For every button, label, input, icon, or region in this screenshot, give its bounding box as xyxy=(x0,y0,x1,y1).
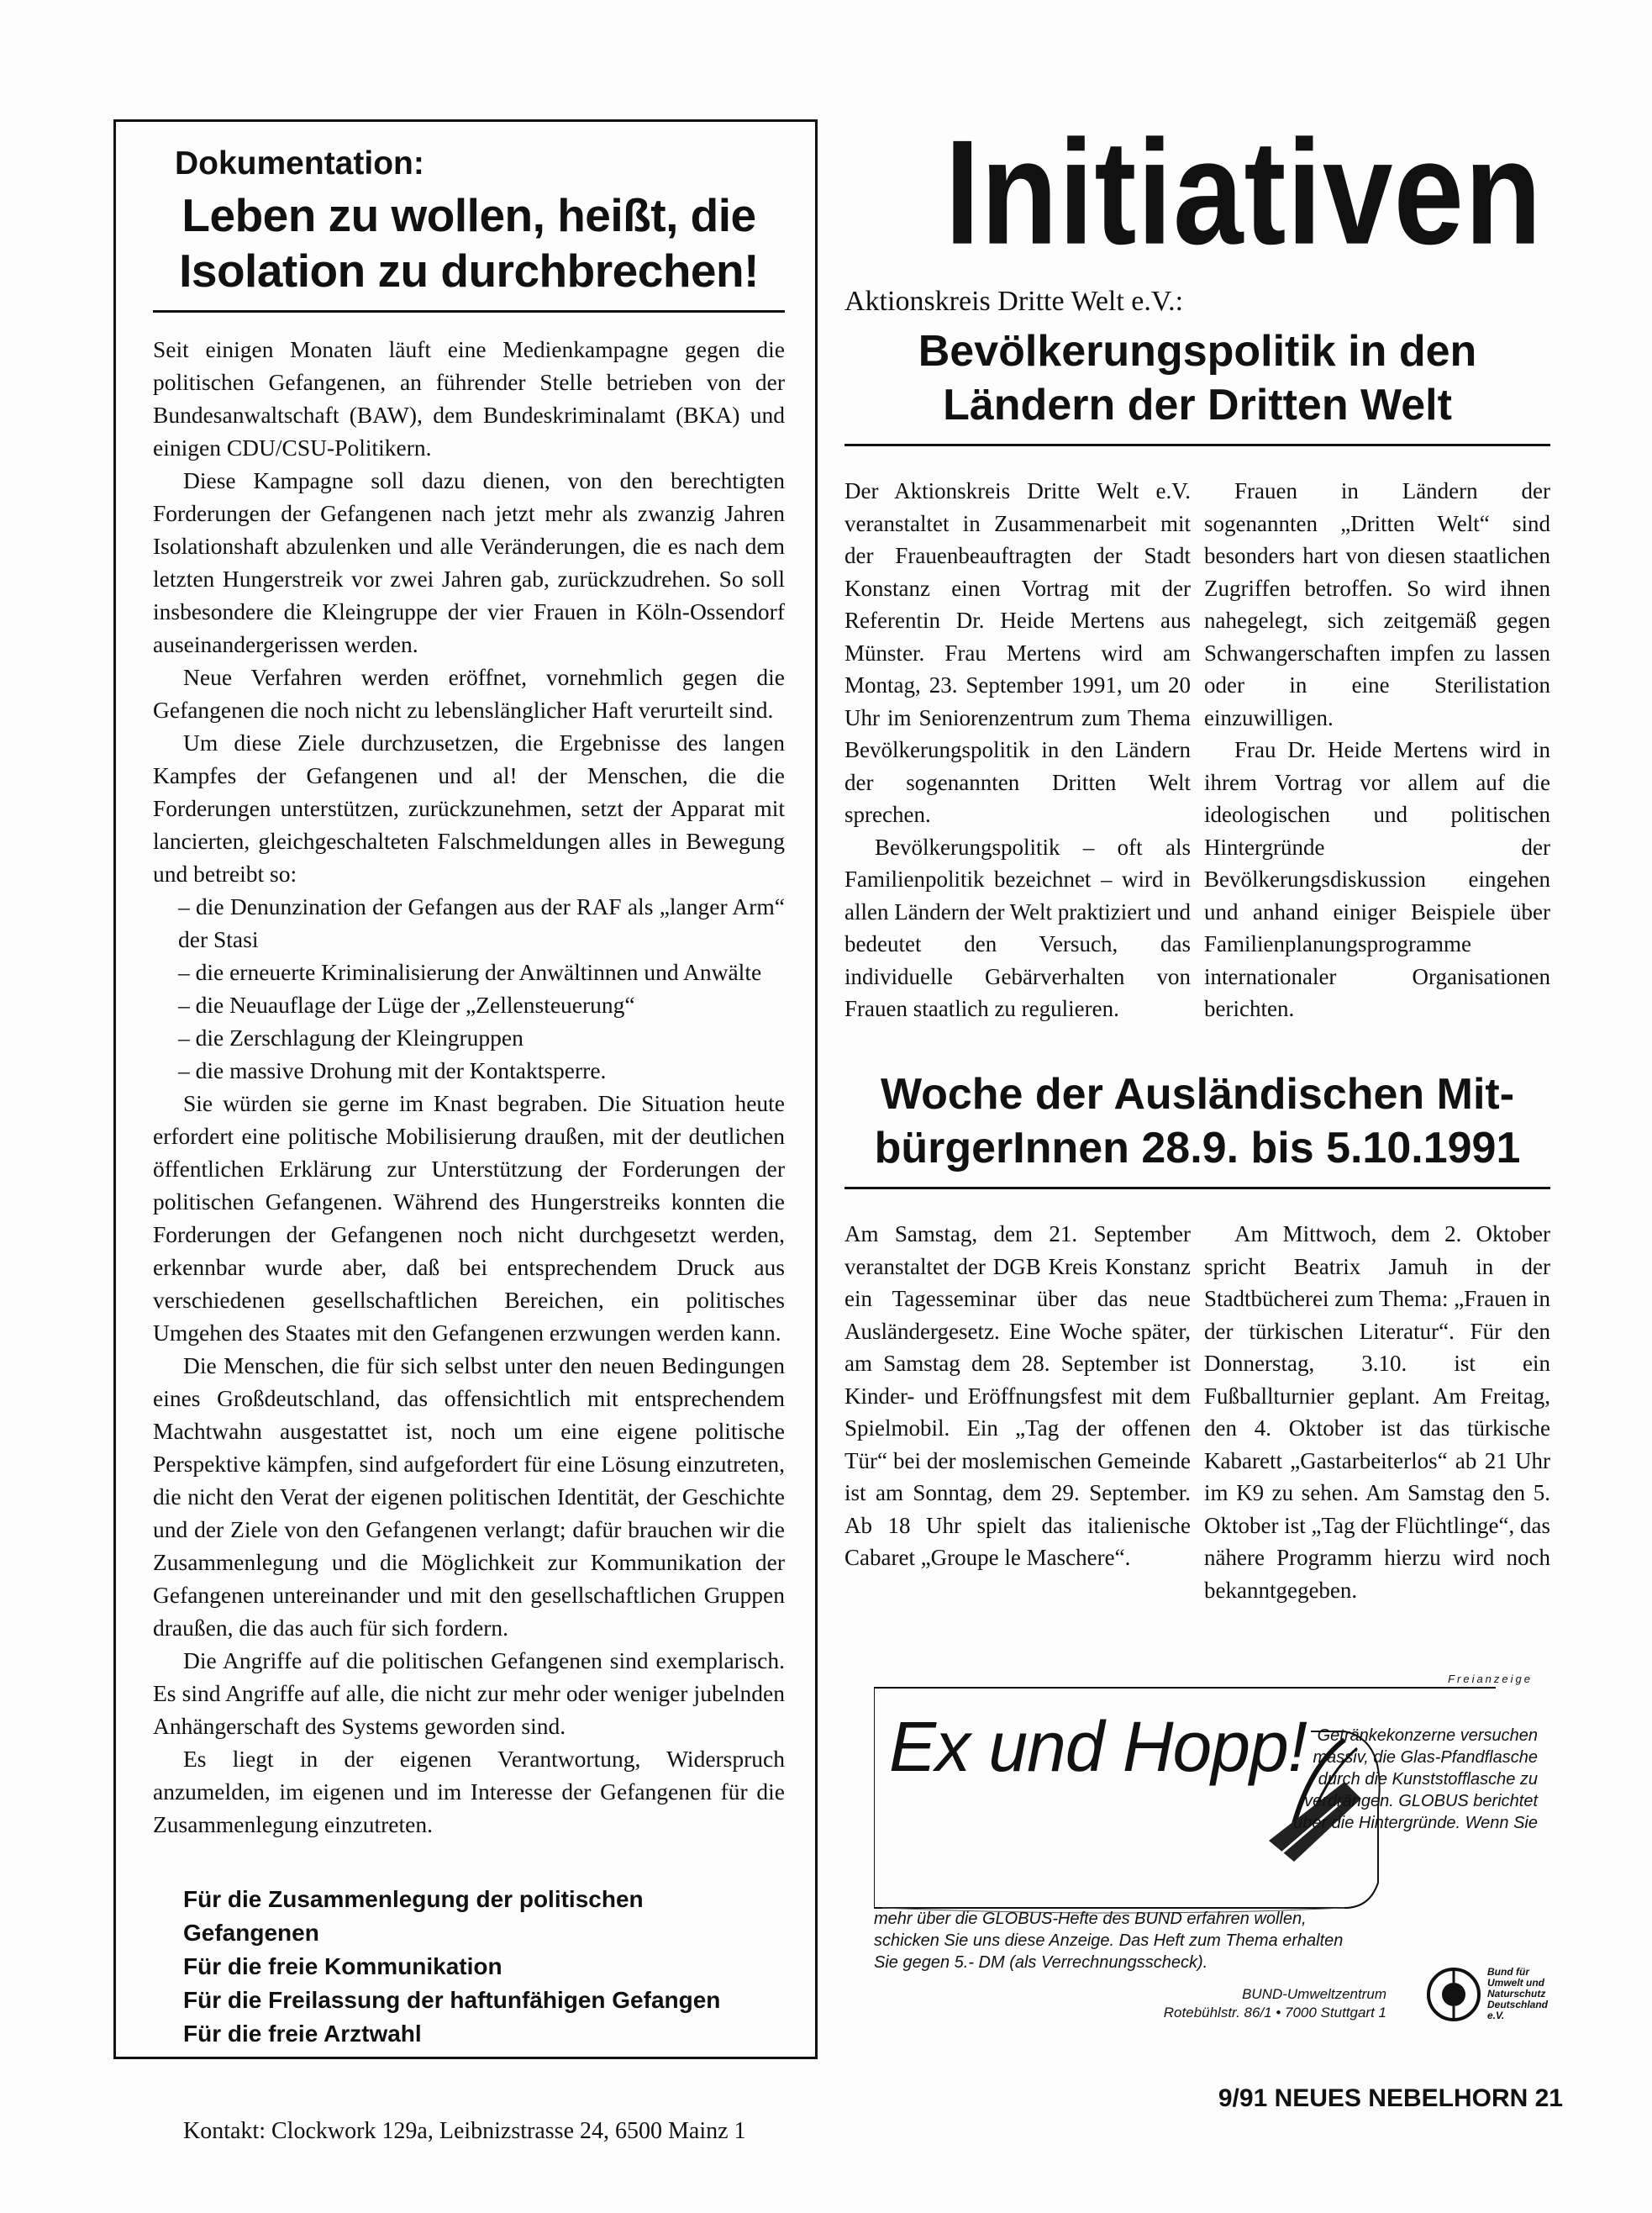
article1-column-left xyxy=(844,475,1191,1025)
article2-paragraph: Am Mittwoch, dem 2. Oktober spricht Beatrix Jamuh in der Stadtbücherei zum Thema: „Frauen in der türkischen Literatur“. Für den Donnerstag, 3.10. ist ein Fußballturnier geplant. Am Freitag, den 4. Oktober ist das türkische Kabarett „Gastarbeiterlos“ ab 21 Uhr im K9 zu sehen. Am Samstag den 5. Oktober ist „Tag der Flüchtlinge“, das nähere Programm hierzu wird noch bekanntgegeben. xyxy=(1204,1221,1551,1603)
bund-logo-icon xyxy=(1424,1965,1483,2024)
doc-list xyxy=(153,890,785,1087)
article2-paragraph: Am Samstag, dem 21. September veranstaltet der DGB Kreis Konstanz ein Tagesseminar über das neue Ausländergesetz. Eine Woche später, am Samstag dem 28. September ist Kinder- und Eröffnungsfest mit dem Spielmobil. Ein „Tag der offenen Tür“ bei der moslemischen Gemeinde ist am Sonntag, dem 29. September. Ab 18 Uhr spielt das italienische Cabaret „Groupe le Maschere“. xyxy=(844,1221,1191,1570)
article1-headline-line2: Ländern der Dritten Welt xyxy=(943,381,1452,429)
doc-label: Dokumentation: xyxy=(175,145,424,182)
ad-sender-line2: Rotebühlstr. 86/1 • 7000 Stuttgart 1 xyxy=(1163,2005,1386,2021)
ad-sender-line1: BUND-Umweltzentrum xyxy=(1242,1986,1386,2002)
ad-headline: Ex und Hopp! xyxy=(889,1707,1307,1786)
page-footer: 9/91 NEUES NEBELHORN 21 xyxy=(1218,2084,1563,2112)
demand-item: Für die Zusammenlegung der politischen Gefangenen xyxy=(183,1886,644,1946)
article1-kicker: Aktionskreis Dritte Welt e.V.: xyxy=(844,286,1184,317)
article1-column-right xyxy=(1204,475,1550,1025)
doc-title xyxy=(153,187,785,298)
doc-list-item: – die Denunzination der Gefangen aus der RAF als „langer Arm“ der Stasi xyxy=(178,893,785,952)
documentation-box xyxy=(113,119,818,2144)
doc-paragraph: Diese Kampagne soll dazu dienen, von den berechtigten Forderungen der Gefangenen nach jetzt mehr als zwanzig Jahren Isolationshaft abzulenken und alle Veränderungen, die es nach dem letzten Hungerstreik vor zwei Jahren gab, zurückzudrehen. So soll insbesondere die Kleingruppe der vier Frauen in Köln-Ossendorf auseinandergerissen werden. xyxy=(153,467,785,657)
doc-title-rule xyxy=(153,310,785,313)
demands-list xyxy=(183,1883,785,2051)
demand-item: Für die Freilassung der haftunfähigen Gefangen xyxy=(183,1987,721,2013)
doc-list-item: – die erneuerte Kriminalisierung der Anwältinnen und Anwälte xyxy=(178,959,762,985)
doc-list-item: – die Zerschlagung der Kleingruppen xyxy=(178,1025,523,1051)
doc-paragraph: Um diese Ziele durchzusetzen, die Ergebnisse des langen Kampfes der Gefangenen und al! der Menschen, die die Forderungen unterstützen, zurückzunehmen, setzt der Apparat mit lancierten, gleichgeschalteten Falschmeldungen alles in Bewegung und betreibt so: xyxy=(153,730,785,887)
article1-paragraph: Der Aktionskreis Dritte Welt e.V. veranstaltet in Zusammenarbeit mit der Frauenbeauftragten der Stadt Konstanz einen Vortrag mit der Referentin Dr. Heide Mertens aus Münster. Frau Mertens wird am Montag, 23. September 1991, um 20 Uhr im Seniorenzentrum zum Thema Bevölkerungspolitik in den Ländern der sogenannten Dritten Welt sprechen. xyxy=(844,478,1191,827)
article2-rule xyxy=(844,1187,1550,1189)
article-population-policy xyxy=(844,286,1550,1025)
bund-advertisement xyxy=(874,1673,1549,2034)
doc-paragraph: Es liegt in der eigenen Verantwortung, Widerspruch anzumelden, im eigenen und im Interesse der Gefangenen für die Zusammenlegung einzutreten. xyxy=(153,1746,785,1837)
section-masthead: Initiativen xyxy=(944,108,1543,276)
ad-sender xyxy=(1118,1985,1386,2022)
contact-line: Kontakt: Clockwork 129a, Leibnizstrasse 24, 6500 Mainz 1 xyxy=(183,2118,746,2144)
ad-org-name: Bund für Umwelt und Naturschutz Deutschland e.V. xyxy=(1487,1966,1549,2021)
doc-paragraph: Die Angriffe auf die politischen Gefangenen sind exemplarisch. Es sind Angriffe auf alle, die nicht zur mehr oder weniger jubelnden Anhängerschaft des Systems geworden sind. xyxy=(153,1647,785,1739)
article1-paragraph: Frauen in Ländern der sogenannten „Dritten Welt“ sind besonders hart von diesen staatlichen Zugriffen betroffen. So wird ihnen nahegelegt, sich zeitgemäß gegen Schwangerschaften impfen zu lassen oder in eine Sterilistation einzuwilligen. xyxy=(1204,478,1550,730)
article2-headline-line2: bürgerInnen 28.9. bis 5.10.1991 xyxy=(874,1124,1521,1172)
article2-headline xyxy=(844,1067,1550,1175)
doc-title-line1: Leben zu wollen, heißt, die xyxy=(182,189,756,241)
article2-column-right xyxy=(1204,1218,1550,1606)
article1-columns xyxy=(844,475,1550,1025)
article1-headline-line1: Bevölkerungspolitik in den xyxy=(918,327,1477,376)
article1-paragraph: Frau Dr. Heide Mertens wird in ihrem Vortrag vor allem auf die ideologischen und politischen Hintergründe der Bevölkerungsdiskussion eingehen und anhand einiger Beispiele über Familienplanungsprogramme internationaler Organisationen berichten. xyxy=(1204,737,1550,1021)
demand-item: Für die freie Kommunikation xyxy=(183,1953,502,1979)
article2-columns xyxy=(844,1218,1550,1606)
article1-paragraph: Bevölkerungspolitik – oft als Familienpolitik bezeichnet – wird in allen Ländern der Welt praktiziert und bedeutet den Versuch, das individuelle Gebärverhalten von Frauen staatlich zu regulieren. xyxy=(844,834,1191,1021)
article2-headline-line1: Woche der Ausländischen Mit- xyxy=(880,1070,1515,1119)
doc-paragraph: Seit einigen Monaten läuft eine Medienkampagne gegen die politischen Gefangenen, an führender Stelle betrieben von der Bundesanwaltschaft (BAW), dem Bundeskriminalamt (BKA) und einigen CDU/CSU-Politikern. xyxy=(153,336,785,461)
doc-paragraph: Neue Verfahren werden eröffnet, vornehmlich gegen die Gefangenen die noch nicht zu lebenslänglicher Haft verurteilt sind. xyxy=(153,664,785,723)
ad-bottom-copy: mehr über die GLOBUS-Hefte des BUND erfahren wollen, schicken Sie uns diese Anzeige. Das Heft zum Thema erhalten Sie gegen 5.- DM (als Verrechnungsscheck). xyxy=(874,1910,1344,1972)
article1-headline xyxy=(844,324,1550,432)
doc-paragraph: Die Menschen, die für sich selbst unter den neuen Bedingungen eines Großdeutschland, das offensichtlich mit entsprechendem Machtwahn ausgestattet ist, noch um eine eigene politische Perspektive kämpfen, sind aufgefordert für eine Lösung einzutreten, die nicht den Verat der eigenen politischen Identität, der Geschichte und der Ziele von den Gefangenen verlangt; dafür brauchen wir die Zusammenlegung und die Möglichkeit zur Kommunikation der Gefangenen untereinander und mit den gesellschaftlichen Gruppen draußen, die das auch für sich fordern. xyxy=(153,1352,785,1641)
doc-list-item: – die massive Drohung mit der Kontaktsperre. xyxy=(178,1057,607,1083)
demand-item: Für die freie Arztwahl xyxy=(183,2021,422,2047)
ad-copy: Getränkekonzerne versuchen massiv, die Glas-Pfandflasche durch die Kunststofflasche zu verdrängen. GLOBUS berichtet über die Hintergründe. Wenn Sie xyxy=(1293,1726,1538,1832)
article1-rule xyxy=(844,444,1550,446)
doc-paragraph: Sie würden sie gerne im Knast begraben. Die Situation heute erfordert eine politische Mobilisierung draußen, mit der deutlichen öffentlichen Erklärung zur Unterstützung der Forderungen der politischen Gefangenen. Während des Hungerstreiks konnten die Forderungen der Gefangenen noch nicht durchgesetzt werden, erkennbar wurde aber, daß bei entsprechendem Druck aus verschiedenen gesellschaftlichen Bereichen, ein politisches Umgehen des Staates mit den Gefangenen erzwungen werden kann. xyxy=(153,1090,785,1346)
ad-tag: Freianzeige xyxy=(1448,1673,1533,1685)
article2-column-left xyxy=(844,1218,1191,1606)
doc-body xyxy=(153,333,785,1841)
doc-title-line2: Isolation zu durchbrechen! xyxy=(179,245,759,297)
doc-list-item: – die Neuauflage der Lüge der „Zellensteuerung“ xyxy=(178,992,635,1018)
article-foreign-citizens-week xyxy=(844,1067,1550,1606)
